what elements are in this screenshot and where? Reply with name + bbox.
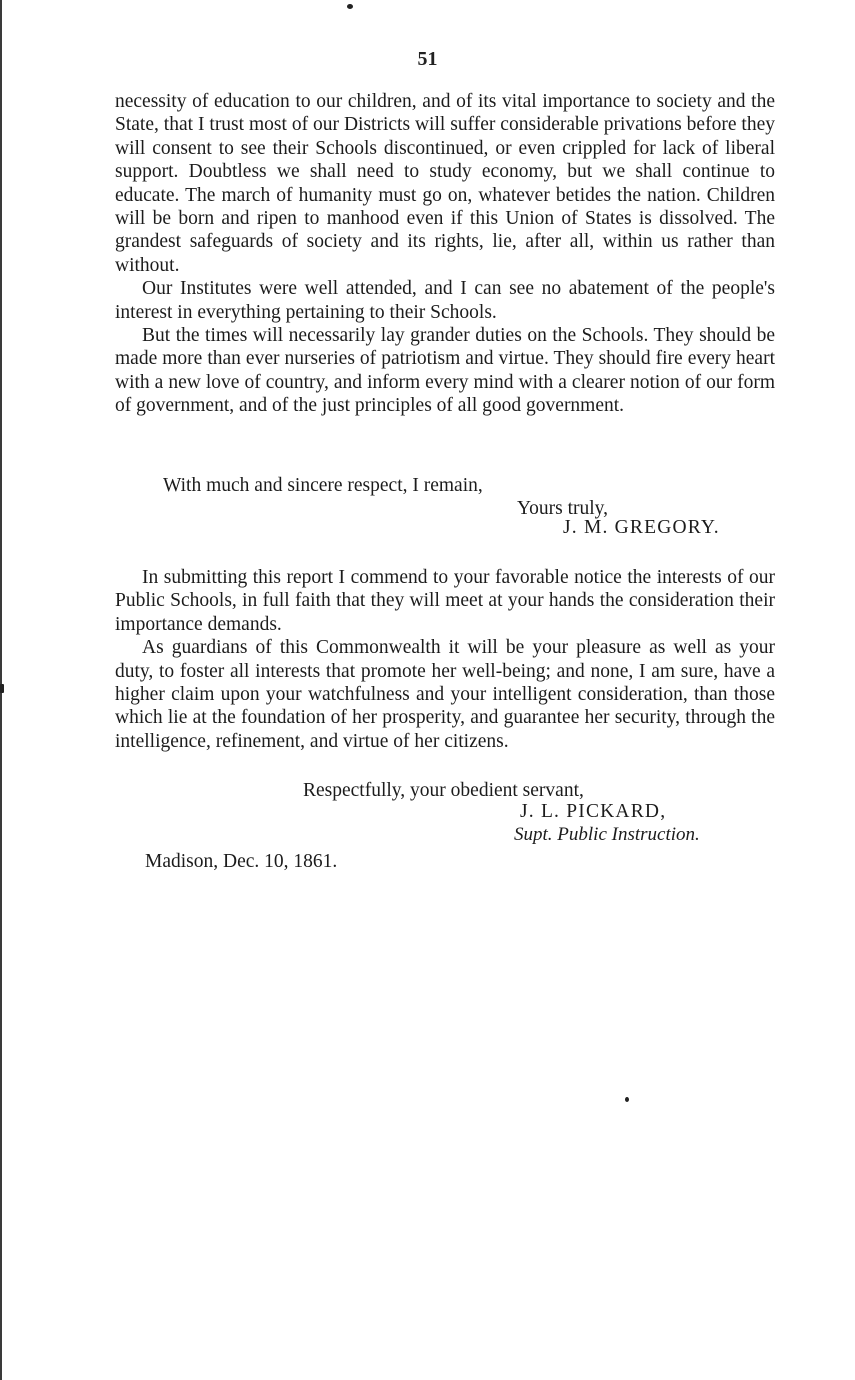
paragraph: necessity of education to our children, and of its vital importance to society and the State, that I trust most of our Districts will suffer considerable privations before they will consent to see their Schools discontinued, or even crippled for lack of liberal support. Doubtless we shall need to study economy, but we shall continue to educate. The march of humanity must go on, whatever betides the nation. Children will be born and ripen to manhood even if this Union of States is dissolved. The grandest safeguards of society and its rights, lie, after all, within us rather than without. — [115, 91, 775, 276]
valediction: Yours truly, — [517, 498, 609, 519]
signature-gregory: J. M. GREGORY. — [563, 517, 720, 538]
dateline: Madison, Dec. 10, 1861. — [145, 851, 338, 872]
paragraph: Our Institutes were well attended, and I can see no abatement of the people's interest in everything pertaining to their Schools. — [115, 278, 775, 323]
signature-pickard: J. L. PICKARD, — [520, 801, 667, 822]
letter-pickard-body — [115, 566, 775, 753]
paragraph: But the times will necessarily lay grander duties on the Schools. They should be made more than ever nurseries of patriotism and virtue. They should fire every heart with a new love of country, and inform every mind with a clearer notion of our form of government, and of the just principles of all good government. — [115, 325, 775, 417]
ink-speck — [347, 4, 353, 9]
closing-line: Respectfully, your obedient servant, — [303, 780, 584, 801]
closing-line: With much and sincere respect, I remain, — [163, 475, 483, 496]
paragraph: As guardians of this Commonwealth it will be your pleasure as well as your duty, to foster all interests that promote her well-being; and none, I am sure, have a higher claim upon your watchfulness and your intelligent consideration, than those which lie at the foundation of her prosperity, and guarantee her security, through the intelligence, refinement, and virtue of her citizens. — [115, 637, 775, 752]
ink-speck — [0, 684, 4, 693]
signature-title: Supt. Public Instruction. — [514, 824, 700, 845]
paragraph: In submitting this report I commend to your favorable notice the interests of our Public Schools, in full faith that they will meet at your hands the consideration their importance demands. — [115, 567, 775, 635]
letter-gregory-body — [115, 90, 775, 418]
page-number: 51 — [417, 48, 438, 70]
ink-speck — [625, 1097, 629, 1102]
